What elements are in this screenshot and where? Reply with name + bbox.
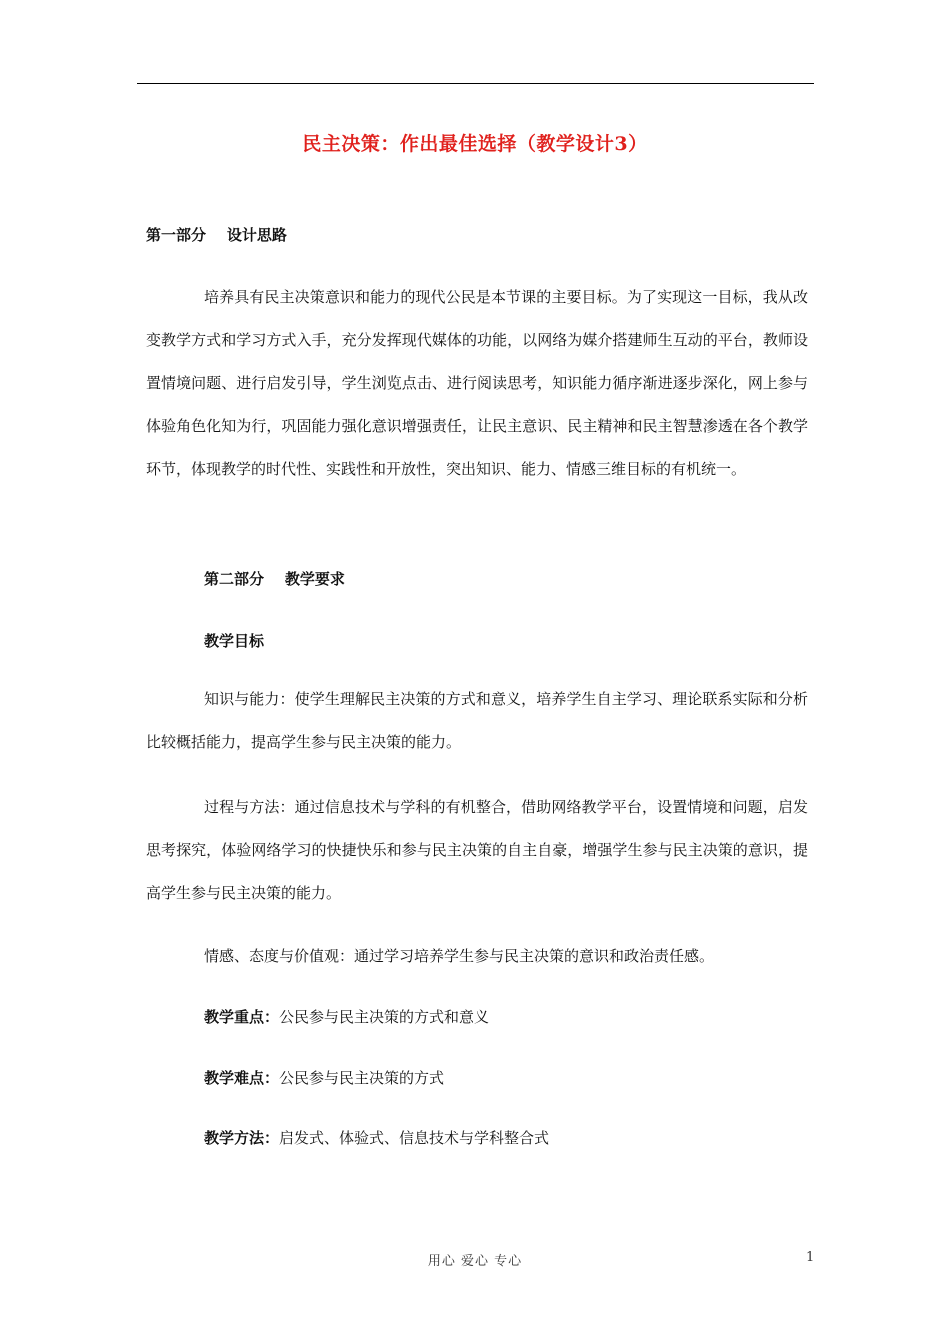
objectives-heading: 教学目标 bbox=[204, 632, 265, 650]
page-number: 1 bbox=[806, 1250, 815, 1265]
footer-motto: 用心 爱心 专心 bbox=[427, 1254, 523, 1269]
key-point-line bbox=[204, 1006, 489, 1027]
header-rule bbox=[137, 83, 814, 84]
part1-paragraph: 培养具有民主决策意识和能力的现代公民是本节课的主要目标。为了实现这一目标，我从改变教学方式和学习方式入手，充分发挥现代媒体的功能，以网络为媒介搭建师生互动的平台，教师设置情境问题、进行启发引导，学生浏览点击、进行阅读思考，知识能力循序渐进逐步深化，网上参与体验角色化知为行，巩固能力强化意识增强责任，让民主意识、民主精神和民主智慧渗透在各个教学环节，体现教学的时代性、实践性和开放性，突出知识、能力、情感三维目标的有机统一。 bbox=[146, 288, 808, 478]
document-title: 民主决策：作出最佳选择（教学设计3） bbox=[302, 133, 648, 155]
part2-heading: 第二部分 教学要求 bbox=[204, 570, 345, 588]
process-method-paragraph: 过程与方法：通过信息技术与学科的有机整合，借助网络教学平台，设置情境和问题，启发思考探究，体验网络学习的快捷快乐和参与民主决策的自主自豪，增强学生参与民主决策的意识，提高学生参与民主决策的能力。 bbox=[146, 798, 808, 902]
knowledge-ability-paragraph: 知识与能力：使学生理解民主决策的方式和意义，培养学生自主学习、理论联系实际和分析比较概括能力，提高学生参与民主决策的能力。 bbox=[146, 690, 808, 751]
difficulty-value: 公民参与民主决策的方式 bbox=[279, 1069, 445, 1087]
key-point-value: 公民参与民主决策的方式和意义 bbox=[279, 1008, 490, 1026]
method-value: 启发式、体验式、信息技术与学科整合式 bbox=[279, 1129, 550, 1147]
emotion-values-line: 情感、态度与价值观：通过学习培养学生参与民主决策的意识和政治责任感。 bbox=[204, 947, 715, 965]
key-point-label: 教学重点： bbox=[204, 1008, 280, 1026]
method-line bbox=[204, 1127, 549, 1148]
difficulty-line bbox=[204, 1067, 444, 1088]
part1-heading: 第一部分 设计思路 bbox=[146, 226, 287, 244]
method-label: 教学方法： bbox=[204, 1129, 280, 1147]
difficulty-label: 教学难点： bbox=[204, 1069, 280, 1087]
